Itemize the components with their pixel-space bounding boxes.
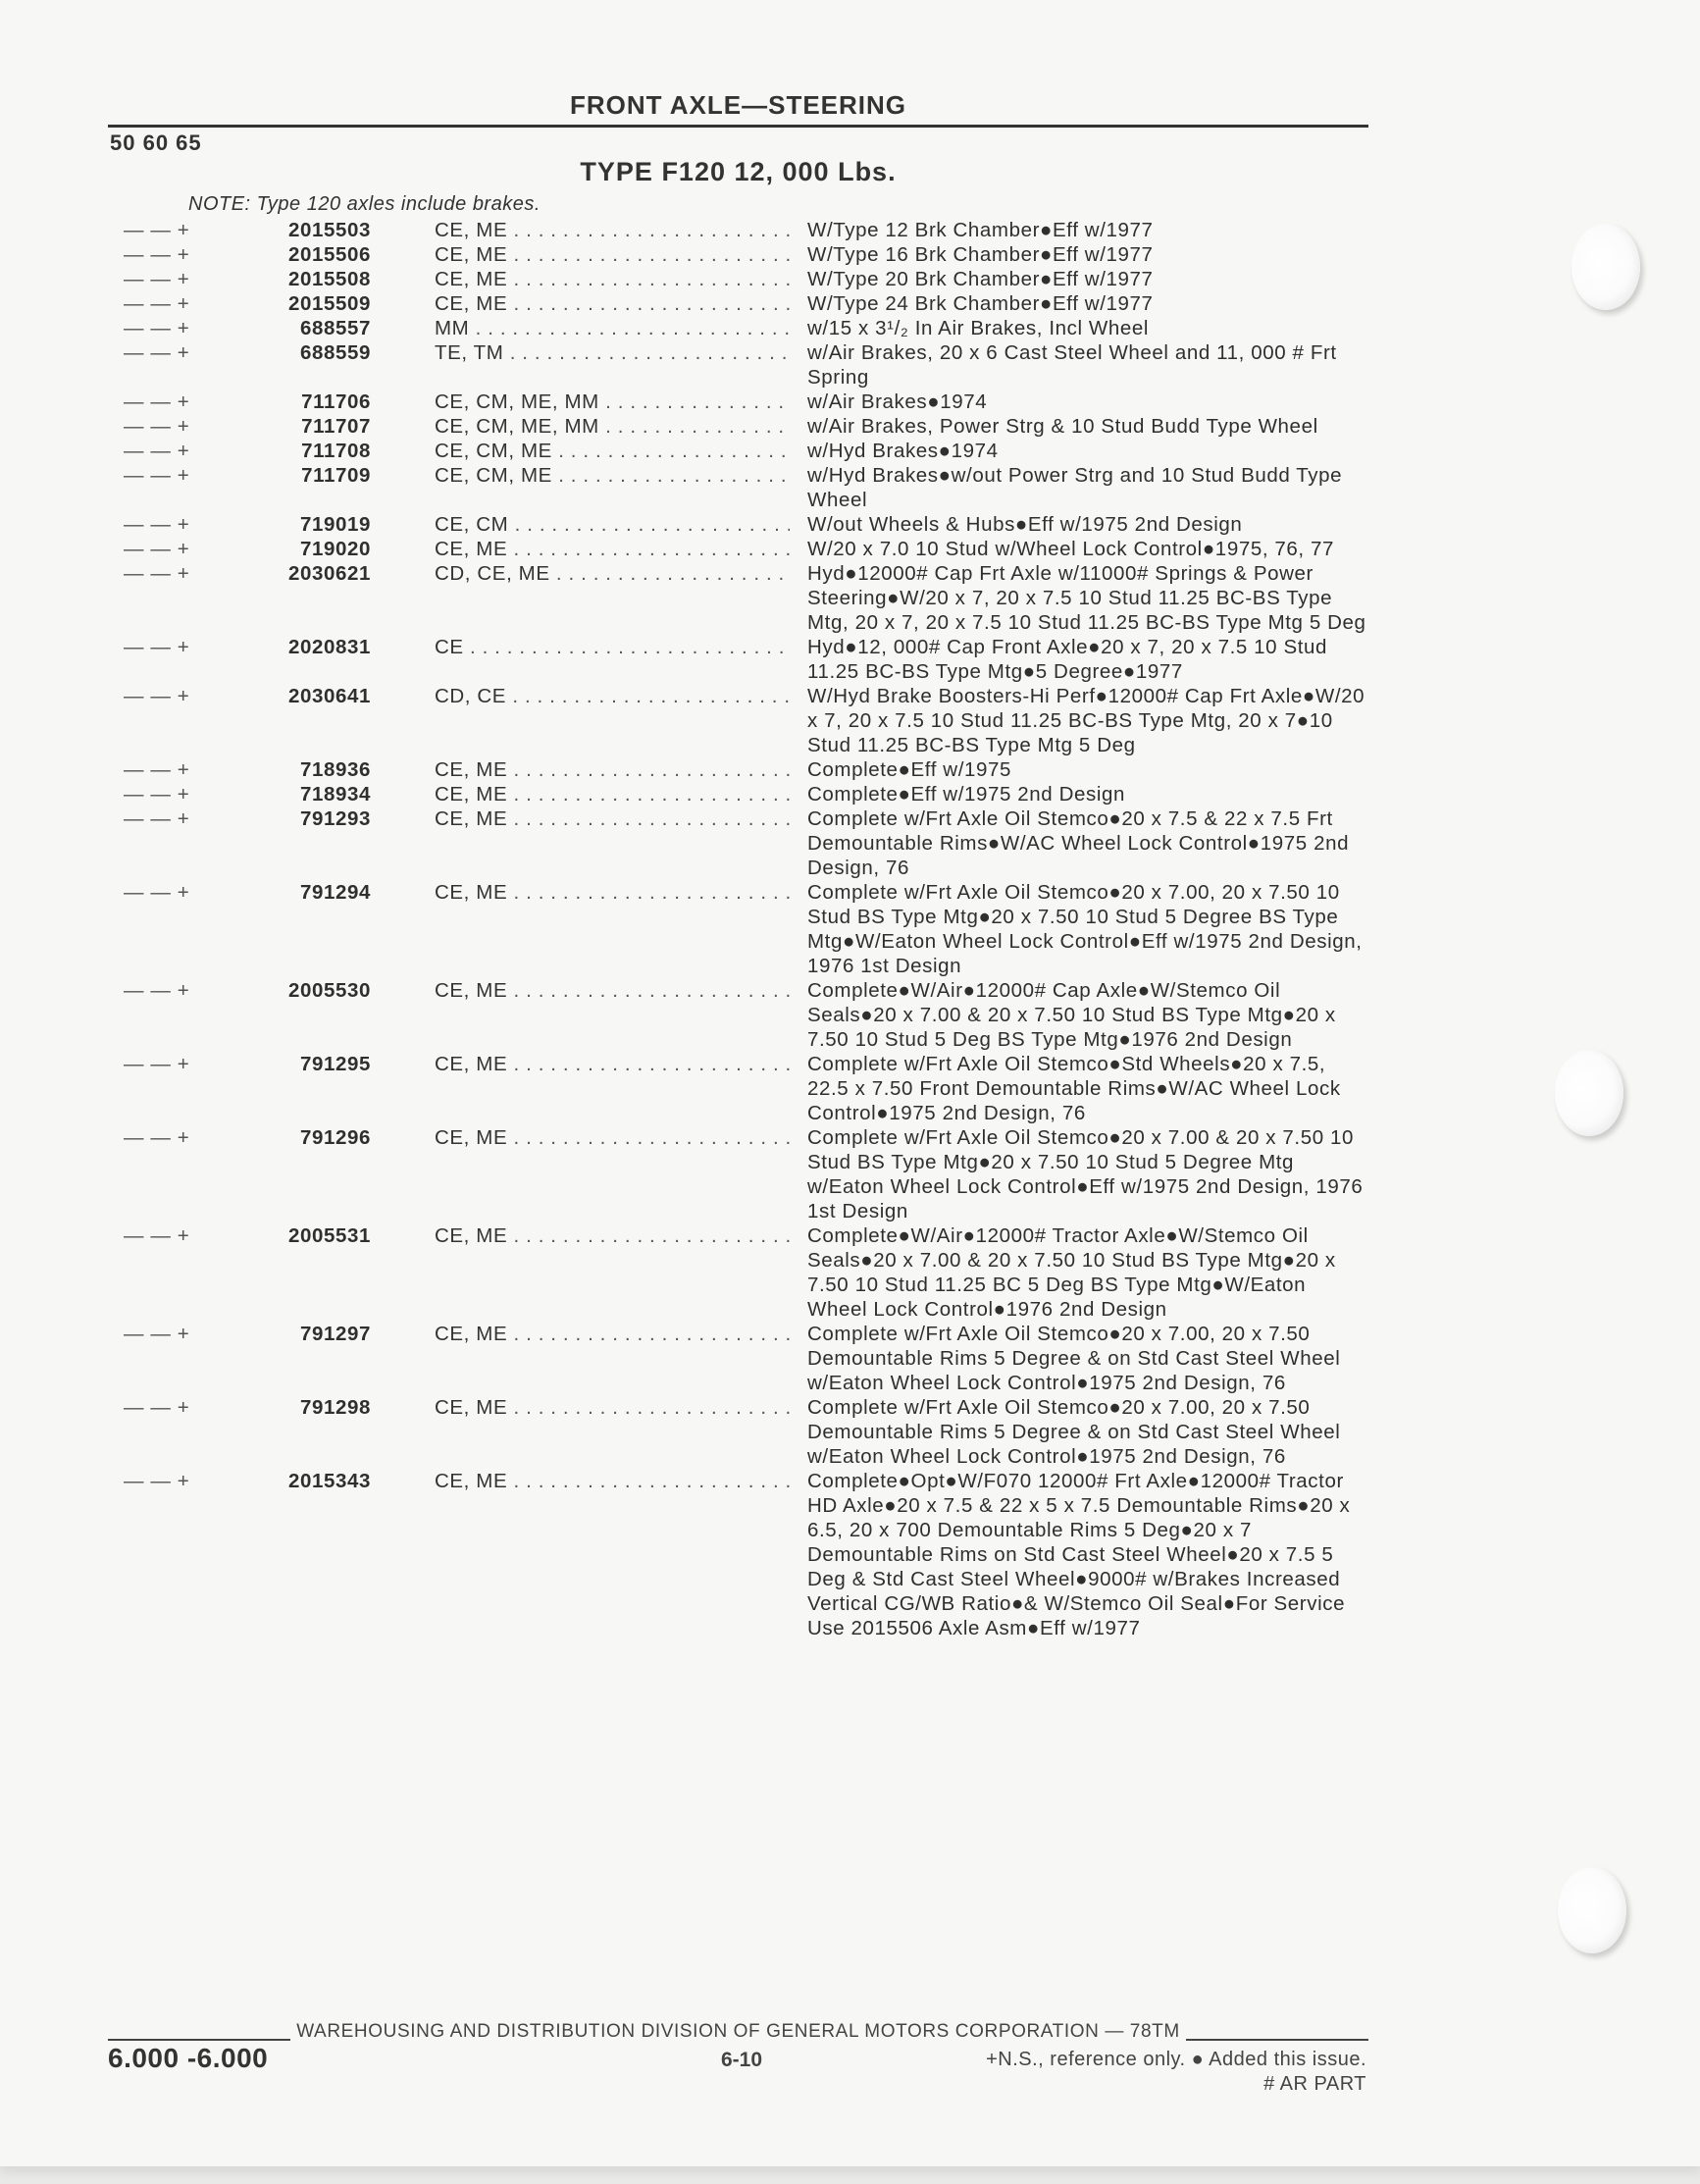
part-description: w/Air Brakes, 20 x 6 Cast Steel Wheel and 11, 000 # Frt Spring [807, 341, 1337, 389]
table-row [0, 880, 1700, 978]
table-row [0, 439, 1700, 463]
table-row [0, 1469, 1700, 1640]
part-number: 2030641 [287, 685, 371, 707]
model-codes: CE, CM, ME . . . [435, 463, 790, 488]
model-columns-marks: — — + [124, 807, 190, 830]
model-codes: CE, CM . . . [435, 512, 790, 537]
legend-line-1: +N.S., reference only. ● Added this issue. [986, 2049, 1366, 2070]
table-row [0, 1322, 1700, 1395]
table-row [0, 782, 1700, 806]
part-description: W/out Wheels & Hubs●Eff w/1975 2nd Design [807, 513, 1243, 536]
model-columns-marks: — — + [124, 636, 190, 658]
model-codes: CE, ME . . . [435, 880, 790, 905]
part-number: 791296 [299, 1126, 371, 1149]
model-numbers: 50 60 65 [110, 130, 202, 155]
header-rule [108, 125, 1368, 128]
table-row [0, 1125, 1700, 1223]
model-columns-marks: — — + [124, 341, 190, 364]
part-number: 719019 [299, 513, 371, 536]
part-description: W/20 x 7.0 10 Stud w/Wheel Lock Control●1975, 76, 77 [807, 538, 1335, 560]
part-number: 711707 [301, 415, 371, 438]
table-row [0, 218, 1700, 242]
part-number: 718936 [299, 758, 371, 781]
model-codes: CD, CE, ME . . . [435, 561, 790, 586]
model-columns-marks: — — + [124, 1470, 190, 1492]
part-description: w/Air Brakes, Power Strg & 10 Stud Budd Type Wheel [807, 415, 1318, 438]
model-columns-marks: — — + [124, 292, 190, 315]
part-description: Complete w/Frt Axle Oil Stemco●20 x 7.00, 20 x 7.50 10 Stud BS Type Mtg●20 x 7.50 10 Stud 5 Degree BS Type Mtg●W/Eaton Wheel Lock Control●Eff w/1975 2nd Design, 1976 1st Design [807, 881, 1363, 977]
model-codes: CE, CM, ME, MM . . . [435, 390, 790, 414]
model-codes: CE, ME . . . [435, 1052, 790, 1076]
model-codes: CE . . . [435, 635, 790, 659]
part-description: W/Type 12 Brk Chamber●Eff w/1977 [807, 219, 1154, 241]
model-codes: CE, ME . . . [435, 1223, 790, 1248]
model-codes: CE, ME . . . [435, 806, 790, 831]
model-columns-marks: — — + [124, 243, 190, 266]
part-description: Complete w/Frt Axle Oil Stemco●Std Wheels●20 x 7.5, 22.5 x 7.50 Front Demountable Rims●W/AC Wheel Lock Control●1975 2nd Design, 76 [807, 1053, 1341, 1124]
part-description: Hyd●12, 000# Cap Front Axle●20 x 7, 20 x 7.5 10 Stud 11.25 BC-BS Type Mtg●5 Degree●1977 [807, 636, 1328, 683]
model-codes: CE, ME . . . [435, 1125, 790, 1150]
model-codes: CD, CE . . . [435, 684, 790, 708]
part-number: 791297 [299, 1323, 371, 1345]
part-number: 711706 [301, 390, 371, 413]
part-number: 2030621 [287, 562, 371, 585]
model-columns-marks: — — + [124, 1224, 190, 1247]
part-number: 791298 [299, 1396, 371, 1419]
table-row [0, 537, 1700, 561]
part-number: 2015508 [287, 268, 371, 290]
part-number: 711708 [301, 440, 371, 462]
note-text: NOTE: Type 120 axles include brakes. [188, 193, 541, 215]
part-number: 2015503 [287, 219, 371, 241]
part-description: w/Hyd Brakes●1974 [807, 440, 999, 462]
model-columns-marks: — — + [124, 783, 190, 806]
binder-hole-bottom [1558, 1867, 1626, 1953]
model-columns-marks: — — + [124, 758, 190, 781]
part-number: 718934 [299, 783, 371, 806]
part-number: 711709 [301, 464, 371, 487]
model-codes: CE, ME . . . [435, 782, 790, 806]
section-title: FRONT AXLE—STEERING [569, 90, 907, 120]
table-row [0, 267, 1700, 291]
part-description: Complete w/Frt Axle Oil Stemco●20 x 7.00, 20 x 7.50 Demountable Rims 5 Degree & on Std Cast Steel Wheel w/Eaton Wheel Lock Control●1975 2nd Design, 76 [807, 1323, 1341, 1394]
part-description: Hyd●12000# Cap Frt Axle w/11000# Springs & Power Steering●W/20 x 7, 20 x 7.5 10 Stud 11.25 BC-BS Type Mtg, 20 x 7, 20 x 7.5 10 Stud 11.25 BC-BS Type Mtg 5 Deg [807, 562, 1366, 634]
model-columns-marks: — — + [124, 464, 190, 487]
table-row [0, 316, 1700, 340]
model-codes: CE, ME . . . [435, 1469, 790, 1493]
table-row [0, 414, 1700, 439]
part-number: 2015343 [287, 1470, 371, 1492]
part-description: Complete●Eff w/1975 2nd Design [807, 783, 1126, 806]
table-row [0, 1052, 1700, 1125]
table-row [0, 635, 1700, 684]
model-columns-marks: — — + [124, 979, 190, 1002]
part-description: Complete●Eff w/1975 [807, 758, 1012, 781]
model-columns-marks: — — + [124, 219, 190, 241]
table-row [0, 291, 1700, 316]
part-number: 791294 [299, 881, 371, 904]
axle-type-title: TYPE F120 12, 000 Lbs. [580, 157, 897, 186]
table-row [0, 390, 1700, 414]
table-row [0, 806, 1700, 880]
section-number: 6.000 -6.000 [108, 2043, 269, 2073]
footer-rule-right [1186, 2039, 1368, 2041]
model-codes: CE, CM, ME, MM . . . [435, 414, 790, 439]
footer-division-line [108, 2021, 1368, 2043]
model-columns-marks: — — + [124, 685, 190, 707]
table-row [0, 340, 1700, 390]
part-description: w/Hyd Brakes●w/out Power Strg and 10 Stud Budd Type Wheel [807, 464, 1343, 511]
footer-division: WAREHOUSING AND DISTRIBUTION DIVISION OF GENERAL MOTORS CORPORATION — 78TM [296, 2021, 1180, 2042]
model-columns-marks: — — + [124, 562, 190, 585]
model-columns-marks: — — + [124, 1323, 190, 1345]
table-row [0, 463, 1700, 512]
model-columns-marks: — — + [124, 881, 190, 904]
model-codes: CE, ME . . . [435, 218, 790, 242]
model-columns-marks: — — + [124, 513, 190, 536]
part-description: Complete●Opt●W/F070 12000# Frt Axle●12000# Tractor HD Axle●20 x 7.5 & 22 x 5 x 7.5 Demountable Rims●20 x 6.5, 20 x 700 Demountable Rims 5 Deg●20 x 7 Demountable Rims on Std Cast Steel Wheel●20 x 7.5 5 Deg & Std Cast Steel Wheel●9000# w/Brakes Increased Vertical CG/WB Ratio●& W/Stemco Oil Seal●For Service Use 2015506 Axle Asm●Eff w/1977 [807, 1470, 1351, 1639]
model-columns-marks: — — + [124, 1126, 190, 1149]
model-columns-marks: — — + [124, 415, 190, 438]
parts-list [0, 218, 1700, 1640]
footer-rule-left [108, 2039, 290, 2041]
part-description: w/Air Brakes●1974 [807, 390, 988, 413]
model-codes: CE, ME . . . [435, 267, 790, 291]
part-description: Complete w/Frt Axle Oil Stemco●20 x 7.00 & 20 x 7.50 10 Stud BS Type Mtg●20 x 7.50 10 Stud 5 Degree Mtg w/Eaton Wheel Lock Control●Eff w/1975 2nd Design, 1976 1st Design [807, 1126, 1364, 1222]
table-row [0, 757, 1700, 782]
table-row [0, 684, 1700, 757]
model-codes: CE, ME . . . [435, 291, 790, 316]
legend-line-2: # AR PART [1263, 2073, 1366, 2095]
model-columns-marks: — — + [124, 317, 190, 339]
model-columns-marks: — — + [124, 1053, 190, 1075]
part-description: Complete w/Frt Axle Oil Stemco●20 x 7.5 & 22 x 7.5 Frt Demountable Rims●W/AC Wheel Lock Control●1975 2nd Design, 76 [807, 807, 1350, 879]
part-number: 2005531 [287, 1224, 371, 1247]
part-number: 2015509 [287, 292, 371, 315]
part-description: Complete w/Frt Axle Oil Stemco●20 x 7.00, 20 x 7.50 Demountable Rims 5 Degree & on Std Cast Steel Wheel w/Eaton Wheel Lock Control●1975 2nd Design, 76 [807, 1396, 1341, 1468]
part-number: 791295 [299, 1053, 371, 1075]
part-description: Complete●W/Air●12000# Tractor Axle●W/Stemco Oil Seals●20 x 7.00 & 20 x 7.50 10 Stud BS Type Mtg●20 x 7.50 10 Stud 11.25 BC 5 Deg BS Type Mtg●W/Eaton Wheel Lock Control●1976 2nd Design [807, 1224, 1336, 1321]
part-number: 719020 [299, 538, 371, 560]
model-codes: CE, ME . . . [435, 1395, 790, 1420]
part-number: 2015506 [287, 243, 371, 266]
model-codes: TE, TM . . . [435, 340, 790, 365]
model-columns-marks: — — + [124, 440, 190, 462]
table-row [0, 512, 1700, 537]
part-description: W/Type 20 Brk Chamber●Eff w/1977 [807, 268, 1154, 290]
table-row [0, 561, 1700, 635]
part-description: Complete●W/Air●12000# Cap Axle●W/Stemco Oil Seals●20 x 7.00 & 20 x 7.50 10 Stud BS Type Mtg●20 x 7.50 10 Stud 5 Deg BS Type Mtg●1976 2nd Design [807, 979, 1336, 1051]
model-codes: CE, ME . . . [435, 242, 790, 267]
table-row [0, 1223, 1700, 1322]
model-codes: CE, ME . . . [435, 757, 790, 782]
model-codes: CE, CM, ME . . . [435, 439, 790, 463]
table-row [0, 978, 1700, 1052]
model-columns-marks: — — + [124, 1396, 190, 1419]
part-description: w/15 x 3¹/₂ In Air Brakes, Incl Wheel [807, 317, 1150, 339]
model-codes: CE, ME . . . [435, 978, 790, 1003]
part-description: W/Type 24 Brk Chamber●Eff w/1977 [807, 292, 1154, 315]
model-columns-marks: — — + [124, 268, 190, 290]
model-codes: MM . . . [435, 316, 790, 340]
page-number: 6-10 [721, 2049, 763, 2071]
model-columns-marks: — — + [124, 538, 190, 560]
part-number: 791293 [299, 807, 371, 830]
model-codes: CE, ME . . . [435, 537, 790, 561]
model-codes: CE, ME . . . [435, 1322, 790, 1346]
part-number: 2020831 [287, 636, 371, 658]
part-number: 2005530 [287, 979, 371, 1002]
footer-legend [863, 2048, 1366, 2097]
part-description: W/Type 16 Brk Chamber●Eff w/1977 [807, 243, 1154, 266]
model-columns-marks: — — + [124, 390, 190, 413]
table-row [0, 1395, 1700, 1469]
part-number: 688557 [299, 317, 371, 339]
part-description: W/Hyd Brake Boosters-Hi Perf●12000# Cap Frt Axle●W/20 x 7, 20 x 7.5 10 Stud 11.25 BC-BS Type Mtg, 20 x 7●10 Stud 11.25 BC-BS Type Mtg 5 Deg [807, 685, 1365, 756]
table-row [0, 242, 1700, 267]
part-number: 688559 [299, 341, 371, 364]
